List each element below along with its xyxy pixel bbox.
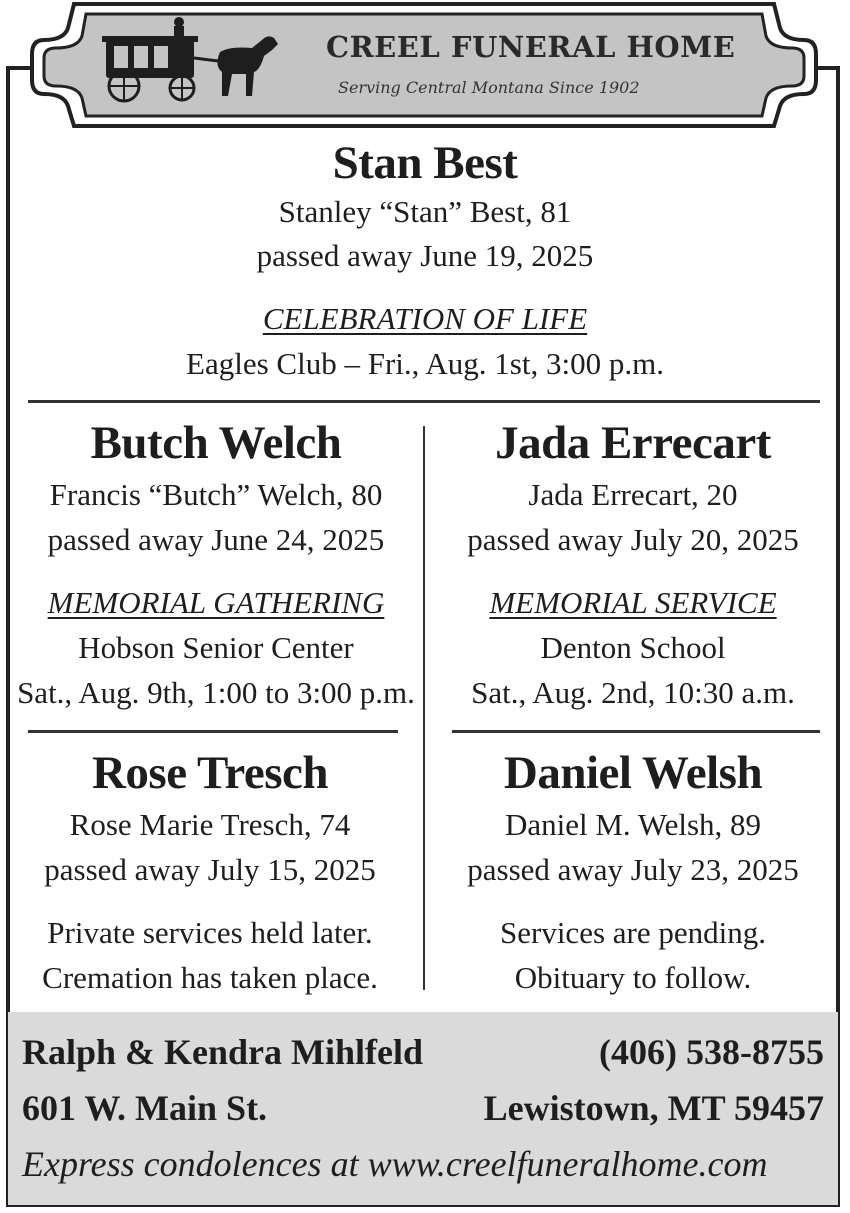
service-time: Sat., Aug. 9th, 1:00 to 3:00 p.m. [17, 675, 415, 710]
obituary-jada-errecart [428, 417, 838, 710]
service-location: Denton School [540, 630, 726, 665]
divider [28, 400, 820, 403]
service-title: CELEBRATION OF LIFE [262, 301, 588, 336]
obituary-name: Rose Tresch [91, 747, 329, 799]
contact-footer [8, 1012, 838, 1205]
header-banner [30, 0, 818, 130]
service-time: Sat., Aug. 2nd, 10:30 a.m. [471, 675, 795, 710]
service-note: Cremation has taken place. [42, 960, 378, 995]
owners-name: Ralph & Kendra Mihlfeld [22, 1032, 424, 1072]
obituary-top [10, 137, 840, 381]
obituary-passed: passed away July 15, 2025 [44, 852, 376, 887]
divider [452, 730, 820, 733]
condolences-link[interactable]: Express condolences at www.creelfuneralhome.com [22, 1144, 768, 1184]
funeral-home-tagline: Serving Central Montana Since 1902 [338, 78, 640, 97]
column-divider [423, 426, 425, 990]
service-note: Obituary to follow. [514, 960, 752, 995]
funeral-home-name: CREEL FUNERAL HOME [326, 30, 736, 64]
obituary-passed: passed away June 19, 2025 [256, 238, 594, 273]
service-location: Hobson Senior Center [78, 630, 354, 665]
obituary-passed: passed away July 20, 2025 [467, 522, 799, 557]
obituary-name: Daniel Welsh [503, 747, 763, 799]
city-state-zip: Lewistown, MT 59457 [483, 1088, 824, 1128]
obituary-name: Butch Welch [90, 417, 342, 469]
obituary-name: Stan Best [332, 137, 518, 189]
obituary-butch-welch [10, 417, 422, 710]
obituary-rose-tresch [10, 747, 410, 995]
service-note: Private services held later. [47, 915, 373, 950]
obituary-name: Jada Errecart [495, 417, 771, 469]
service-detail: Eagles Club – Fri., Aug. 1st, 3:00 p.m. [186, 346, 664, 381]
banner-shape [30, 0, 818, 130]
obituary-fullname: Jada Errecart, 20 [528, 477, 738, 512]
obituary-passed: passed away June 24, 2025 [47, 522, 385, 557]
obituary-daniel-welsh [428, 747, 838, 995]
service-title: MEMORIAL GATHERING [47, 585, 385, 620]
obituary-fullname: Rose Marie Tresch, 74 [69, 807, 351, 842]
obituary-fullname: Francis “Butch” Welch, 80 [49, 477, 383, 512]
street-address: 601 W. Main St. [22, 1088, 268, 1128]
obituary-passed: passed away July 23, 2025 [467, 852, 799, 887]
service-note: Services are pending. [500, 915, 766, 950]
phone-number: (406) 538-8755 [599, 1032, 824, 1072]
service-title: MEMORIAL SERVICE [489, 585, 777, 620]
divider [28, 730, 398, 733]
obituary-fullname: Stanley “Stan” Best, 81 [278, 194, 572, 229]
obituary-fullname: Daniel M. Welsh, 89 [504, 807, 762, 842]
